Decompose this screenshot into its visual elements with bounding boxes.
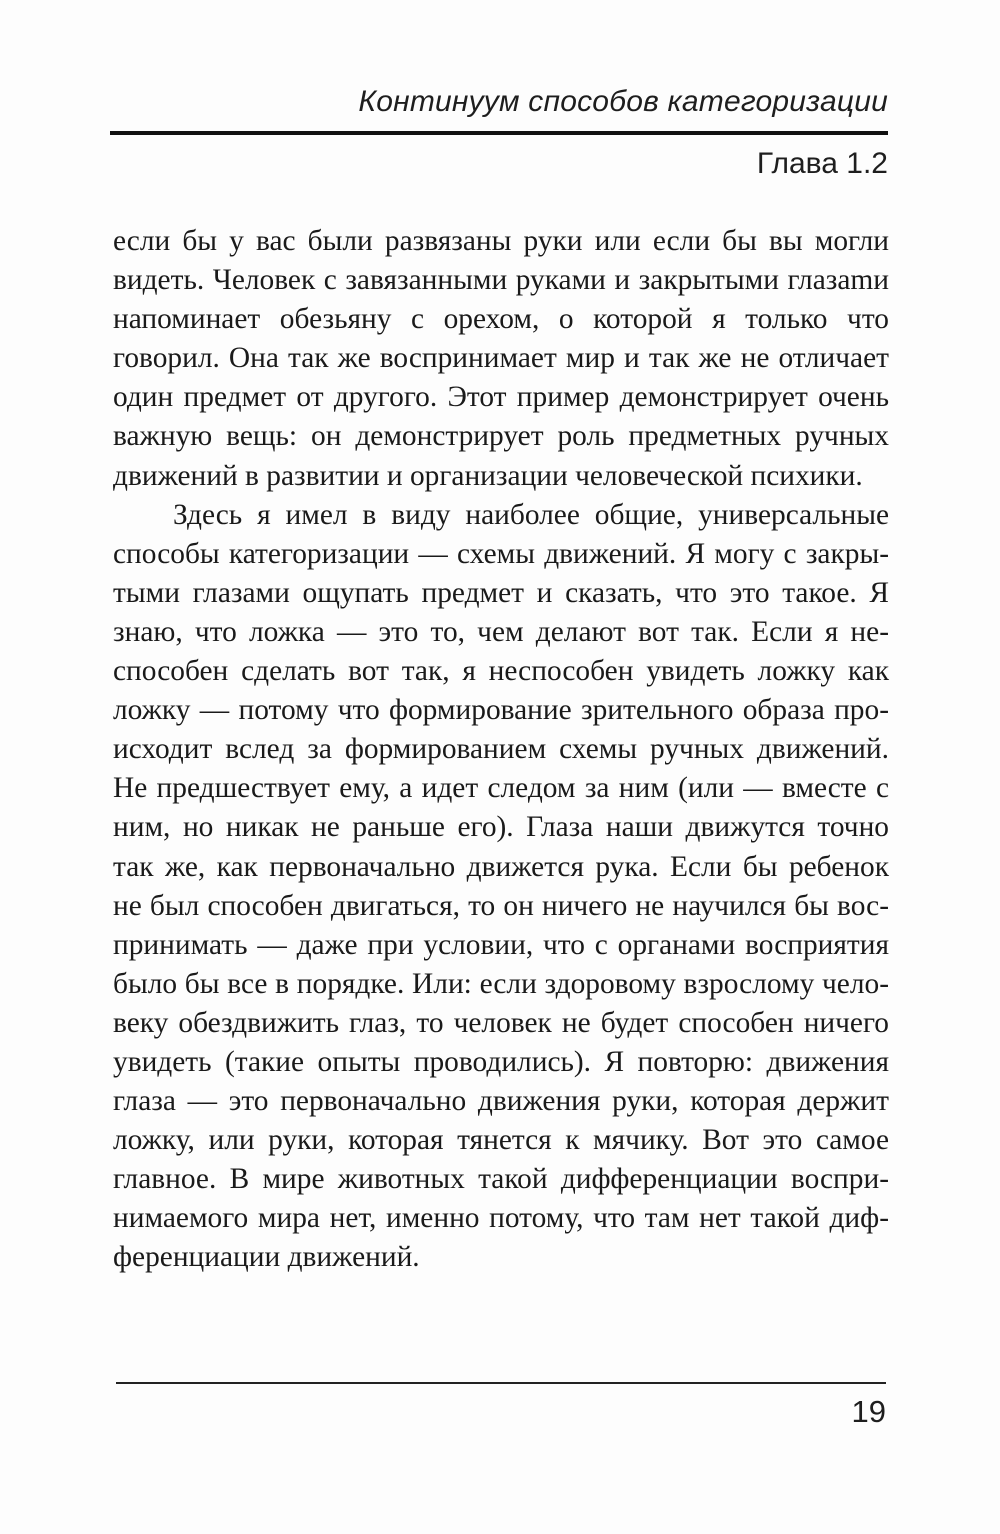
body-text xyxy=(113,222,889,1278)
page-number: 19 xyxy=(851,1394,886,1429)
paragraph-2: Здесь я имел в виду наиболее общие, универсальные способы категоризации — схемы движений. Я могу с закрытыми глазами ощупать предмет и сказать, что это такое. Я знаю, что ложка — это то, чем делают вот так. Если я неспособен сделать вот так, я неспособен увидеть ложку как ложку — потому что формирование зрительного образа происходит вслед за формированием схемы ручных движений. Не предшествует ему, а идет следом за ним (или — вместе с ним, но никак не раньше его). Глаза наши движутся точно так же, как первоначально движется рука. Если бы ребенок не был способен двигаться, то он ничего не научился бы воспринимать — даже при условии, что с органами восприятия было бы все в порядке. Или: если здоровому взрослому человеку обездвижить глаз, то человек не будет способен ничего увидеть (такие опыты проводились). Я повторю: движения глаза — это первоначально движения руки, которая держит ложку, или руки, которая тянется к мячику. Вот это самое главное. В мире животных такой дифференциации воспринимаемого мира нет, именно потому, что там нет такой дифференциации движений. xyxy=(113,498,889,1274)
paragraph-1: если бы у вас были развязаны руки или если бы вы могли видеть. Человек с завязанными руками и закрытыми глазаmи напоминает обезьяну с орехом, о которой я только что говорил. Она так же воспринимает мир и так же не отличает один предмет от другого. Этот пример демонстрирует очень важную вещь: он демонстрирует роль предметных ручных движений в развитии и организации человеческой психики. xyxy=(113,225,889,492)
header-rule xyxy=(110,131,888,135)
footer-rule xyxy=(116,1382,886,1384)
running-title: Континуум способов категоризации xyxy=(358,85,888,118)
chapter-label: Глава 1.2 xyxy=(756,147,888,180)
